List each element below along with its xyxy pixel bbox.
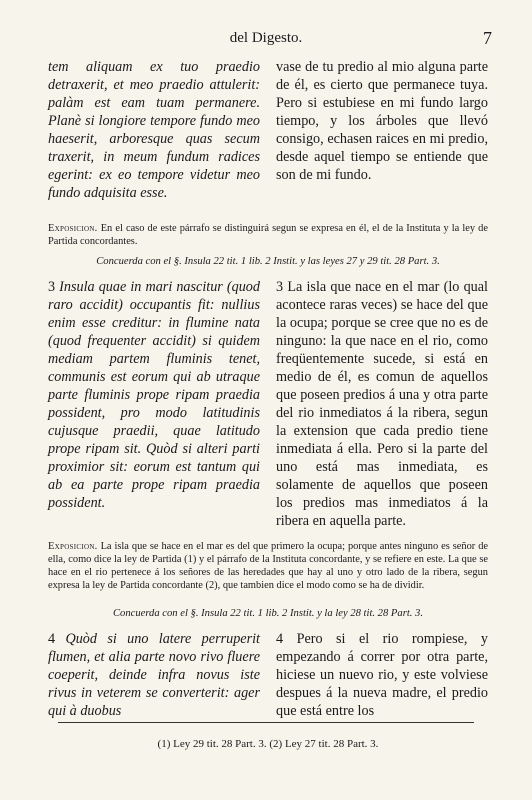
spanish-paragraph-4 [276, 630, 488, 720]
latin-column-top: tem aliquam ex tuo praedio detraxerit, et meo praedio attulerit: palàm est eam tuam permanere. Planè si longiore tempore fundo meo haeserit, arboresque quas secum traxerit, in meum fundum radices egerint: ex eo tempore videtur meo fundo adquisita esse. [48, 59, 260, 201]
section-3 [48, 278, 488, 530]
latin-paragraph-4 [48, 630, 260, 720]
latin-text: Insula quae in mari nascitur (quod raro accidit) occupantis fit: nullius enim esse creditur: in flumine nata (quod frequenter accidit) si quidem mediam partem fluminis tenet, communis est eorum qui ab utraque parte fluminis prope ripam praedia possident, pro modo latitudinis cujusque praedii, quae latitudo prope ripam sit. Quòd si alteri parti proximior sit: eorum est tantum qui ab ea parte prope ripam praedia possident. [48, 279, 260, 511]
latin-text: Quòd si uno latere perruperit flumen, et alia parte novo rivo fluere coeperit, deinde infra novus iste rivus in veterem se converterit: ager qui à duobus [48, 631, 261, 719]
exposicion-note-2 [48, 540, 488, 592]
section-4 [48, 630, 488, 720]
top-continuation [48, 58, 488, 202]
exposicion-text: En el caso de este párrafo se distinguirá segun se expresa en él, el de la Instituta y la ley de Partida concordantes. [48, 223, 488, 247]
footnotes: (1) Ley 29 tit. 28 Part. 3. (2) Ley 27 tit. 28 Part. 3. [157, 738, 379, 750]
footnote-divider [58, 722, 474, 723]
concordance-line-1: Concuerda con el §. Insula 22 tit. 1 lib. 2 Instit. y las leyes 27 y 29 tit. 28 Part. 3. [96, 256, 440, 267]
paragraph-number: 4 [48, 631, 56, 647]
page-header [40, 30, 492, 52]
latin-paragraph-3 [48, 278, 260, 530]
page-number: 7 [483, 28, 492, 48]
exposicion-label: Exposicion. [48, 223, 98, 234]
spanish-text: La isla que nace en el mar (lo qual acontece raras veces) se hace del que la ocupa; porque se cree que no es de ninguno: la que nace en el rio, como freqüentemente sucede, si está en medio de él, es comun de aquellos que poseen predios á una y otra parte del rio inmediatos á la ribera, segun la extension que cada predio tiene inmediata á ella. Pero si la parte del uno está mas inmediata, es solamente de aquellos que poseen los predios mas inmediatos á la ribera en aquella parte. [276, 279, 489, 529]
exposicion-note-1 [48, 222, 488, 248]
spanish-paragraph-3 [276, 278, 488, 530]
concordance-line-2: Concuerda con el §. Insula 22 tit. 1 lib. 2 Instit. y la ley 28 tit. 28 Part. 3. [112, 608, 424, 619]
paragraph-number: 3 [48, 279, 56, 295]
exposicion-label: Exposicion. [48, 541, 98, 552]
paragraph-number: 3 [276, 279, 284, 295]
exposicion-text: La isla que se hace en el mar es del que primero la ocupa; porque antes ninguno es señor de ella, como dice la ley de Partida (1) y el párrafo de la Instituta concordante, y se refiere en este. La que se hace en el rio pertenece á los señores de las heredades que hay al uno y otro lado de la ribera, segun expresa la ley de Partida concordante (2), que tambien dice el modo como se ha de dividir. [48, 541, 488, 591]
spanish-text: Pero si el rio rompiese, y empezando á correr por otra parte, hiciese un nuevo rio, y este volviese despues á la nueva madre, el predio que está entre los [276, 631, 488, 719]
running-title: del Digesto. [229, 30, 303, 46]
paragraph-number: 4 [276, 631, 284, 647]
spanish-column-top: vase de tu predio al mio alguna parte de él, es cierto que permanece tuya. Pero si estubiese en mi fundo largo tiempo, y los árboles que llevó consigo, echasen raices en mi predio, desde aquel tiempo se entiende que son de mi fundo. [276, 59, 488, 183]
